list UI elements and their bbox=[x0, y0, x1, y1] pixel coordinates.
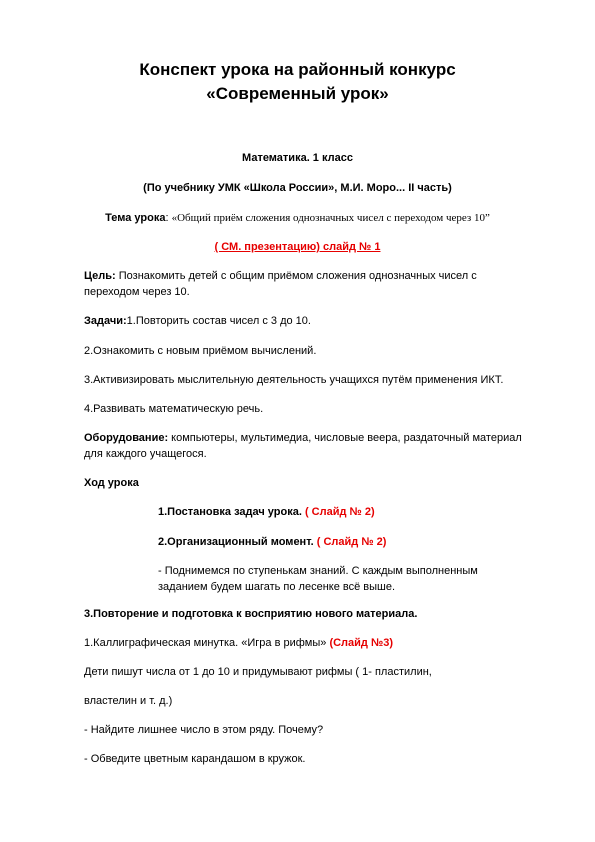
calligraphy-line bbox=[84, 635, 534, 651]
equipment-text: компьютеры, мультимедиа, числовые веера, раздаточный материал для каждого учащегося. bbox=[84, 432, 522, 460]
topic-separator: : bbox=[165, 212, 172, 224]
topic-text: «Общий приём сложения однозначных чисел с переходом через 10” bbox=[171, 212, 490, 224]
step-1 bbox=[158, 504, 518, 520]
children-write-continued: властелин и т. д.) bbox=[84, 695, 173, 707]
question-1: - Найдите лишнее число в этом ряду. Почему? bbox=[84, 724, 324, 736]
topic-label: Тема урока bbox=[105, 212, 166, 224]
step-1-slide: ( Слайд № 2) bbox=[301, 506, 375, 518]
step-2-note: - Поднимемся по ступенькам знаний. С каждым выполненным заданием будем шагать по лесенке всё выше. bbox=[158, 565, 478, 593]
goal-text: Познакомить детей с общим приёмом сложения однозначных чисел с переходом через 10. bbox=[84, 270, 477, 298]
task-1: 1.Повторить состав чисел с 3 до 10. bbox=[126, 315, 311, 327]
step-1-text: 1.Постановка задач урока. bbox=[158, 506, 302, 518]
lesson-course-heading: Ход урока bbox=[84, 477, 139, 489]
calligraphy-text: 1.Каллиграфическая минутка. «Игра в рифмы» bbox=[84, 637, 327, 649]
section-3-heading: 3.Повторение и подготовка к восприятию нового материала. bbox=[84, 608, 418, 620]
presentation-link[interactable]: ( СМ. презентацию) слайд № 1 bbox=[214, 241, 381, 253]
step-2 bbox=[158, 534, 518, 550]
textbook-line: (По учебнику УМК «Школа России», М.И. Моро... II часть) bbox=[143, 182, 452, 194]
equipment-label: Оборудование: bbox=[84, 432, 169, 444]
title-line-2: «Современный урок» bbox=[206, 84, 389, 103]
task-2: 2.Ознакомить с новым приёмом вычислений. bbox=[84, 345, 317, 357]
step-2-text: 2.Организационный момент. bbox=[158, 536, 314, 548]
step-2-slide: ( Слайд № 2) bbox=[313, 536, 387, 548]
task-3: 3.Активизировать мыслительную деятельность учащихся путём применения ИКТ. bbox=[84, 374, 504, 386]
question-2: - Обведите цветным карандашом в кружок. bbox=[84, 753, 306, 765]
children-write-line: Дети пишут числа от 1 до 10 и придумывают рифмы ( 1- пластилин, bbox=[84, 666, 432, 678]
calligraphy-slide: (Слайд №3) bbox=[326, 637, 394, 649]
topic-line bbox=[0, 211, 595, 226]
goal-paragraph bbox=[84, 268, 534, 300]
task-4: 4.Развивать математическую речь. bbox=[84, 403, 264, 415]
tasks-label: Задачи: bbox=[84, 315, 127, 327]
tasks-paragraph bbox=[84, 313, 534, 329]
document-title bbox=[0, 58, 595, 106]
subject-line: Математика. 1 класс bbox=[242, 152, 353, 164]
equipment-paragraph bbox=[84, 430, 534, 462]
title-line-1: Конспект урока на районный конкурс bbox=[139, 60, 456, 79]
goal-label: Цель: bbox=[84, 270, 116, 282]
